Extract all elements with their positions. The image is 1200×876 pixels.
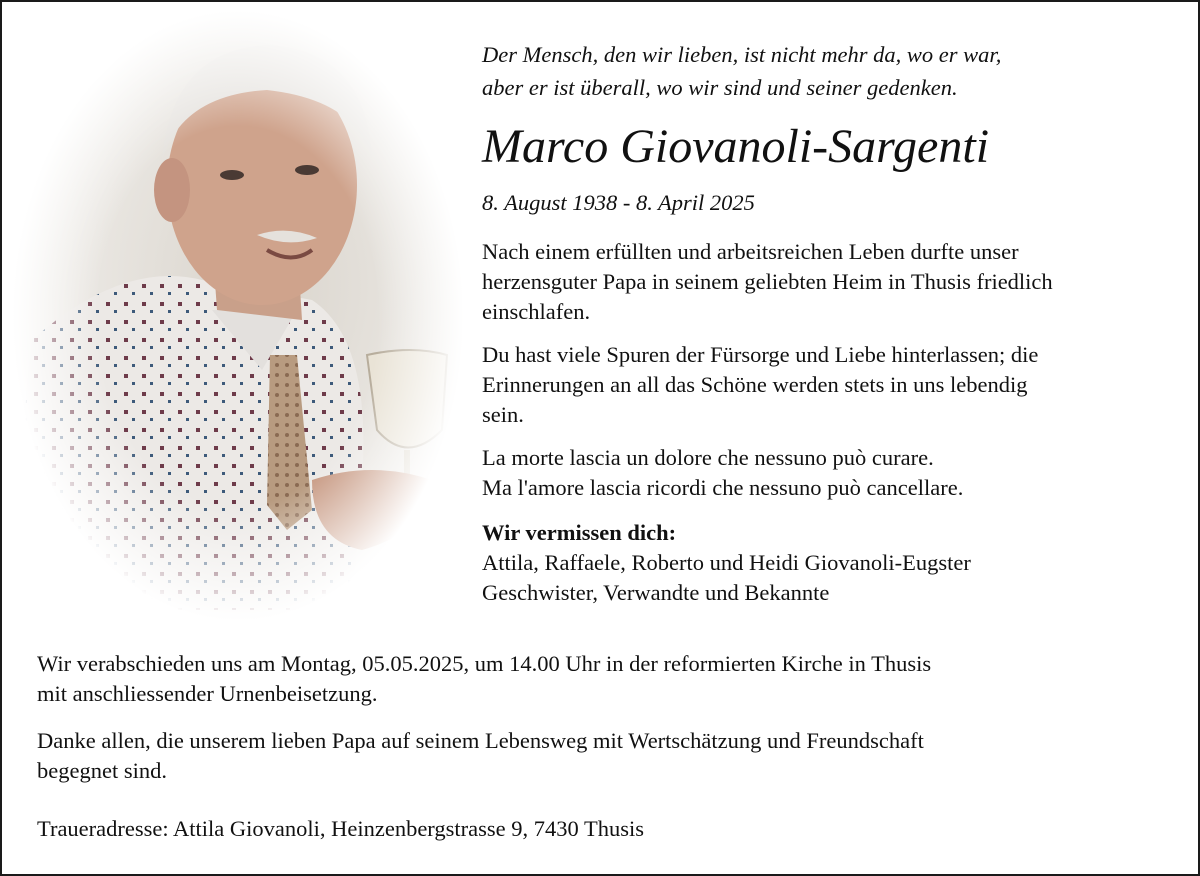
text-line: Ma l'amore lascia ricordi che nessuno può cancellare.: [482, 475, 964, 500]
text-line: La morte lascia un dolore che nessuno può curare.: [482, 445, 934, 470]
text-line: Du hast viele Spuren der Fürsorge und Liebe hinterlassen; die: [482, 342, 1039, 367]
text-line: einschlafen.: [482, 299, 591, 324]
text-line: begegnet sind.: [37, 758, 167, 783]
text-line: Wir verabschieden uns am Montag, 05.05.2025, um 14.00 Uhr in der reformierten Kirche in Thusis: [37, 651, 932, 676]
paragraph-italian: [482, 443, 963, 503]
memorial-quote: [482, 38, 1001, 104]
mourners-line: Geschwister, Verwandte und Bekannte: [482, 580, 830, 605]
mourning-address: Traueradresse: Attila Giovanoli, Heinzenbergstrasse 9, 7430 Thusis: [37, 816, 644, 841]
text-line: Erinnerungen an all das Schöne werden stets in uns lebendig: [482, 372, 1028, 397]
quote-line: aber er ist überall, wo wir sind und seiner gedenken.: [482, 75, 958, 100]
mourners-line: Attila, Raffaele, Roberto und Heidi Giovanoli-Eugster: [482, 550, 971, 575]
life-dates: 8. August 1938 - 8. April 2025: [482, 190, 755, 215]
service-announcement: [37, 649, 931, 709]
mourners-block: [482, 518, 971, 608]
paragraph-memories: [482, 340, 1038, 430]
text-line: Danke allen, die unserem lieben Papa auf seinem Lebensweg mit Wertschätzung und Freundschaft: [37, 728, 924, 753]
thanks-note: [37, 726, 924, 786]
deceased-name: Marco Giovanoli-Sargenti: [482, 120, 990, 173]
mourners-heading: Wir vermissen dich:: [482, 520, 677, 545]
text-line: herzensguter Papa in seinem geliebten Heim in Thusis friedlich: [482, 269, 1053, 294]
text-line: mit anschliessender Urnenbeisetzung.: [37, 681, 378, 706]
portrait-photo: [12, 10, 464, 622]
paragraph-farewell: [482, 237, 1053, 327]
text-line: sein.: [482, 402, 524, 427]
text-line: Nach einem erfüllten und arbeitsreichen Leben durfte unser: [482, 239, 1019, 264]
quote-line: Der Mensch, den wir lieben, ist nicht mehr da, wo er war,: [482, 42, 1002, 67]
